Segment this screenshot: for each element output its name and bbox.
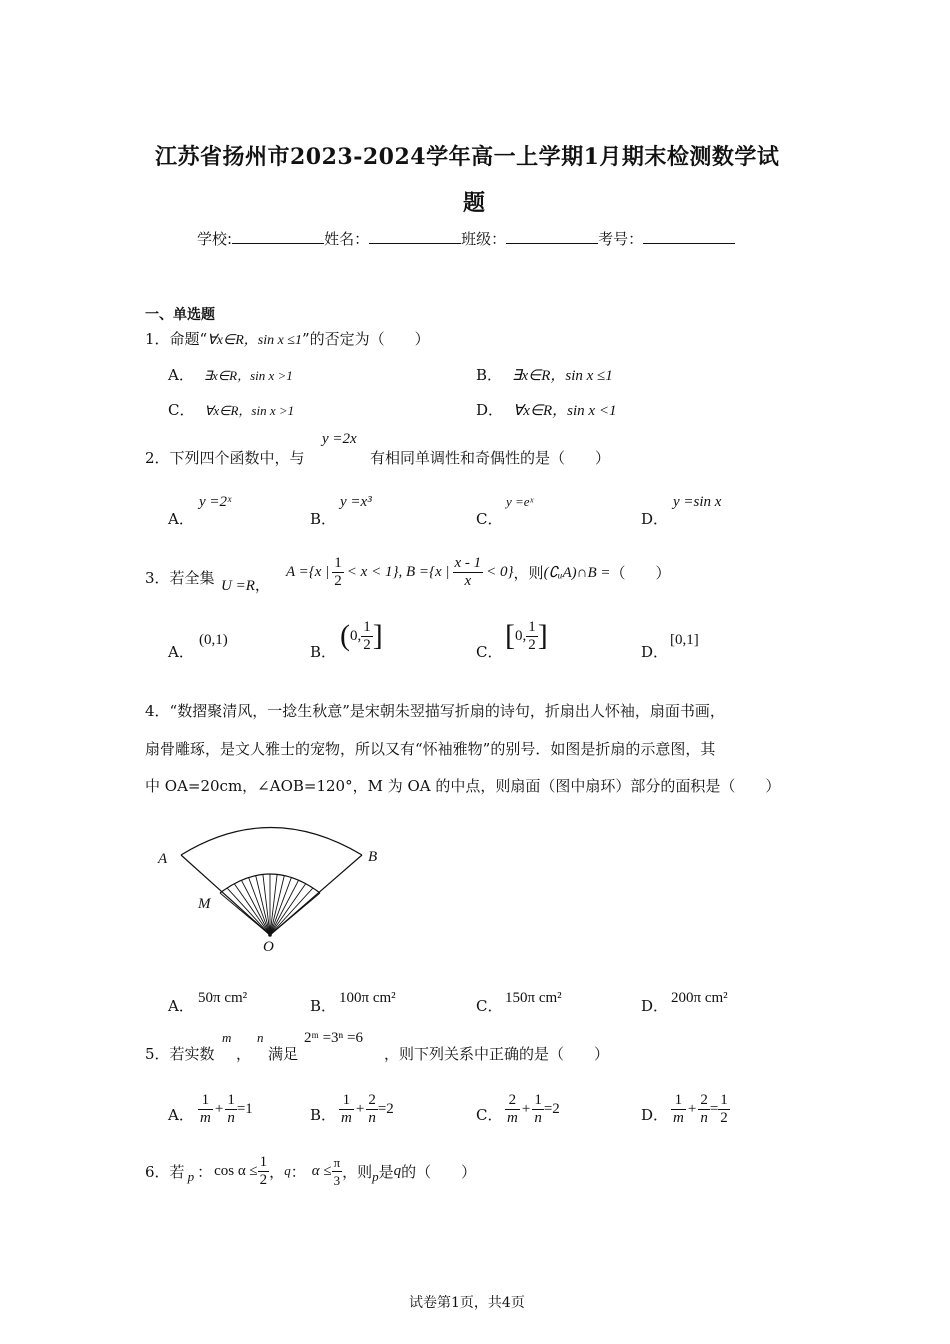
q3-number: 3． [145,569,170,587]
q6-frac-pi-3 [332,1154,343,1189]
q3-expr: (∁ᵤA)∩B = [543,564,611,581]
q3-comma: ， [254,576,270,594]
q3-option-d[interactable] [641,641,668,662]
q3-option-d-text: [0,1] [670,632,699,648]
q3-sets [286,552,671,592]
q5-option-b[interactable] [310,1104,336,1125]
frac-1-over-2 [718,1092,730,1127]
frac-1-over-n [532,1092,544,1127]
q3-u: U =R [221,578,255,594]
frac-1-over-m [198,1092,213,1127]
q2-option-b-text: y =x³ [340,494,372,510]
fan-rib [256,876,270,935]
option-label: B． [310,643,337,661]
q5-n: n [257,1030,264,1045]
frac-den: m [200,1109,211,1126]
option-text: ∀x∈R，sin x <1 [513,403,617,419]
q5-option-a-expr [198,1088,253,1130]
zero: 0, [350,627,362,644]
frac-den: m [673,1109,684,1126]
frac-num: 2 [505,1092,520,1110]
frac-den: 2 [720,1109,728,1126]
fan-rib [227,888,270,935]
q3-universe [221,574,270,595]
option-label: B． [476,366,503,384]
q2-option-d[interactable] [641,508,668,529]
q4-number: 4． [145,702,170,720]
frac-2-over-m [505,1092,520,1127]
q5-option-c[interactable] [476,1104,502,1125]
frac-num: 1 [528,618,536,635]
option-label: A． [168,643,194,661]
option-label: D． [641,997,669,1015]
q2-number: 2． [145,449,170,467]
question-1 [145,328,430,349]
school-blank[interactable] [232,229,324,244]
q3-option-b[interactable] [310,641,336,662]
option-label: C． [476,510,503,528]
q4-option-d[interactable] [641,995,668,1016]
frac-num: 1 [534,1091,542,1108]
question-6 [145,1150,476,1192]
q3-then: ，则 [513,563,544,582]
q6-q: q [284,1163,291,1178]
frac-num: 1 [720,1091,728,1108]
question-4-line1 [145,700,725,721]
question-4-line2: 扇骨雕琢，是文人雅士的宠物，所以又有“怀袖雅物”的别号．如图是折扇的示意图，其 [145,740,716,758]
plus: + [214,1100,224,1117]
q5-m: m [222,1030,232,1045]
outer-arc [181,828,362,856]
option-label: C． [476,643,503,661]
equals-1: =1 [236,1100,253,1117]
option-label: C． [476,1106,503,1124]
page-title-line2: 题 [463,190,486,216]
frac-2-over-n [698,1092,710,1127]
class-label: 班级： [461,230,507,248]
option-text: ∀x∈R，sin x >1 [204,403,295,418]
q3-setB-fraction [453,555,484,590]
frac-den: n [700,1109,708,1126]
side-oa [181,855,270,935]
q1-option-c[interactable] [168,399,294,420]
option-label: D． [476,401,504,419]
bracket-close: ] [372,619,383,652]
frac-den: n [227,1109,235,1126]
q5-number: 5． [145,1045,170,1063]
question-4-line3: 中 OA=20cm，∠AOB=120°，M 为 OA 的中点，则扇面（图中扇环）部分的面积是（ ） [145,777,781,795]
q6-q2: q [393,1162,402,1179]
q2-option-c[interactable] [476,508,502,529]
q3-option-a-text: (0,1) [199,632,228,648]
equals: = [709,1100,719,1117]
option-label: C． [476,997,503,1015]
q1-number: 1． [145,330,170,348]
q2-option-c-text: y =eˣ [506,494,534,509]
q4-option-b[interactable] [310,995,336,1016]
frac-num: 1 [671,1092,686,1110]
question-5 [145,1043,215,1064]
frac-den: 2 [528,636,536,653]
option-label: A． [168,366,194,384]
frac-num: 1 [334,554,342,571]
frac-den: m [341,1109,352,1126]
q6-number: 6． [145,1162,170,1181]
fan-rib [270,876,284,935]
frac-den: x [464,572,472,589]
fan-rib [270,888,313,935]
q5-expr: 2ᵐ =3ⁿ =6 [304,1030,363,1046]
label-o: O [263,939,274,955]
q1-expr: ∀x∈R，sin x ≤1 [207,333,302,348]
number-blank[interactable] [643,229,735,244]
q3-setA-pre: A ={x | [286,563,330,580]
q6-pre: 若 [169,1162,185,1181]
label-m: M [198,896,211,912]
frac-num: 1 [259,1153,268,1170]
page-title-line1: 江苏省扬州市2023-2024学年高一上学期1月期末检测数学试 [155,144,780,170]
q3-option-c-fraction [526,619,538,654]
option-text: ∃x∈R，sin x ≤1 [512,368,613,384]
school-label: 学校: [197,230,233,248]
fan-rib [241,880,270,935]
option-label: D． [641,1106,669,1124]
bracket-close: ] [537,619,548,652]
frac-num: 2 [700,1091,708,1108]
q5-option-b-expr [339,1088,394,1130]
q6-is: 是 [378,1162,394,1181]
frac-den: 2 [334,572,342,589]
q1-option-a[interactable] [168,364,293,385]
q3-pre: 若全集 [169,569,215,587]
paren-open: ( [340,619,350,652]
q5-option-c-expr [505,1088,560,1130]
q6-post: 的（ ） [401,1162,477,1181]
q5-sep: ， [236,1045,252,1063]
plus: + [355,1100,365,1117]
q3-setA-post: < x < 1}, B ={x | [346,563,450,580]
q2-option-a[interactable] [168,508,194,529]
option-label: B． [310,1106,337,1124]
q6-p: p [187,1169,195,1184]
frac-num: 1 [363,618,371,635]
q5-option-d-expr [671,1088,730,1130]
q6-p2: p [372,1169,379,1184]
option-label: A． [168,1106,194,1124]
label-b: B [368,849,378,865]
q3-setB-post: < 0} [486,563,514,580]
frac-2-over-n [366,1092,378,1127]
q3-setA-fraction [332,555,344,590]
q2-expr: y =2x [322,431,357,447]
q2-pre: 下列四个函数中，与 [169,449,305,467]
q4-option-a-text: 50π cm² [198,990,248,1006]
fan-rib [270,880,299,935]
q4-option-d-text: 200π cm² [671,990,728,1006]
number-label: 考号： [598,230,644,248]
q6-frac-half [258,1154,270,1189]
q6-colon2: ： [290,1162,306,1181]
q4-text-line1: “数摺聚清风，一捻生秋意”是宋朝朱翌描写折扇的诗句，折扇出人怀袖，扇面书画， [169,702,725,720]
frac-1-over-n [225,1092,237,1127]
plus: + [521,1100,531,1117]
q2-option-a-text: y =2ˣ [199,494,232,510]
question-3 [145,567,215,588]
question-2 [145,447,305,468]
equals-2: =2 [543,1100,560,1117]
q5-pre: 若实数 [169,1045,215,1063]
q1-post: ”的否定为（ ） [302,330,430,348]
q5-post: ，则下列关系中正确的是（ ） [384,1045,610,1063]
q3-option-c[interactable] [476,641,502,662]
frac-num: x - 1 [454,554,482,571]
q1-option-d[interactable] [476,399,616,420]
q6-alpha: α ≤ [311,1162,332,1179]
frac-num: 2 [368,1091,376,1108]
frac-den: n [368,1109,376,1126]
q2-option-b[interactable] [310,508,336,529]
option-text: ∃x∈R，sin x >1 [203,368,293,383]
frac-den: m [507,1109,518,1126]
zero: 0, [515,627,527,644]
frac-den: 3 [333,1172,341,1188]
name-blank[interactable] [369,229,461,244]
frac-num: 1 [227,1091,235,1108]
fan-diagram [150,815,390,955]
option-label: A． [168,997,194,1015]
option-label: A． [168,510,194,528]
q3-option-a[interactable] [168,641,194,662]
q6-sep: ， [269,1162,285,1181]
q5-option-a[interactable] [168,1104,194,1125]
q5-option-d[interactable] [641,1104,668,1125]
q1-option-b[interactable] [476,364,613,385]
q6-cos: cos α ≤ [214,1162,258,1179]
q4-option-b-text: 100π cm² [339,990,396,1006]
frac-den: 2 [363,636,371,653]
equals-2: =2 [377,1100,394,1117]
q3-post: （ ） [610,563,671,582]
option-label: D． [641,510,669,528]
q2-option-d-text: y =sin x [673,494,722,510]
student-info [197,228,735,249]
frac-num: π [333,1154,341,1170]
page-footer: 试卷第1页，共4页 [409,1295,525,1311]
section-heading: 一、单选题 [145,307,215,323]
option-label: B． [310,997,337,1015]
pivot-point [268,933,272,937]
frac-den: 2 [259,1171,268,1188]
frac-1-over-m [671,1092,686,1127]
frac-den: n [534,1109,542,1126]
q6-then: ，则 [342,1162,373,1181]
name-label: 姓名： [324,230,370,248]
q1-pre: 命题“ [169,330,208,348]
label-a: A [158,851,168,867]
q3-option-b-expr [340,616,383,656]
q3-option-c-expr [505,616,548,656]
bracket-open: [ [505,619,515,652]
option-label: D． [641,643,669,661]
q4-option-c-text: 150π cm² [505,990,562,1006]
option-label: C． [168,401,195,419]
frac-num: 1 [198,1092,213,1110]
option-label: B． [310,510,337,528]
plus: + [687,1100,697,1117]
class-blank[interactable] [506,229,598,244]
frac-num: 1 [339,1092,354,1110]
q5-mid: 满足 [268,1045,299,1063]
q2-post: 有相同单调性和奇偶性的是（ ） [370,449,611,467]
q6-colon: ： [197,1162,213,1181]
q3-option-b-fraction [361,619,373,654]
q4-option-a[interactable] [168,995,194,1016]
q4-option-c[interactable] [476,995,502,1016]
frac-1-over-m [339,1092,354,1127]
